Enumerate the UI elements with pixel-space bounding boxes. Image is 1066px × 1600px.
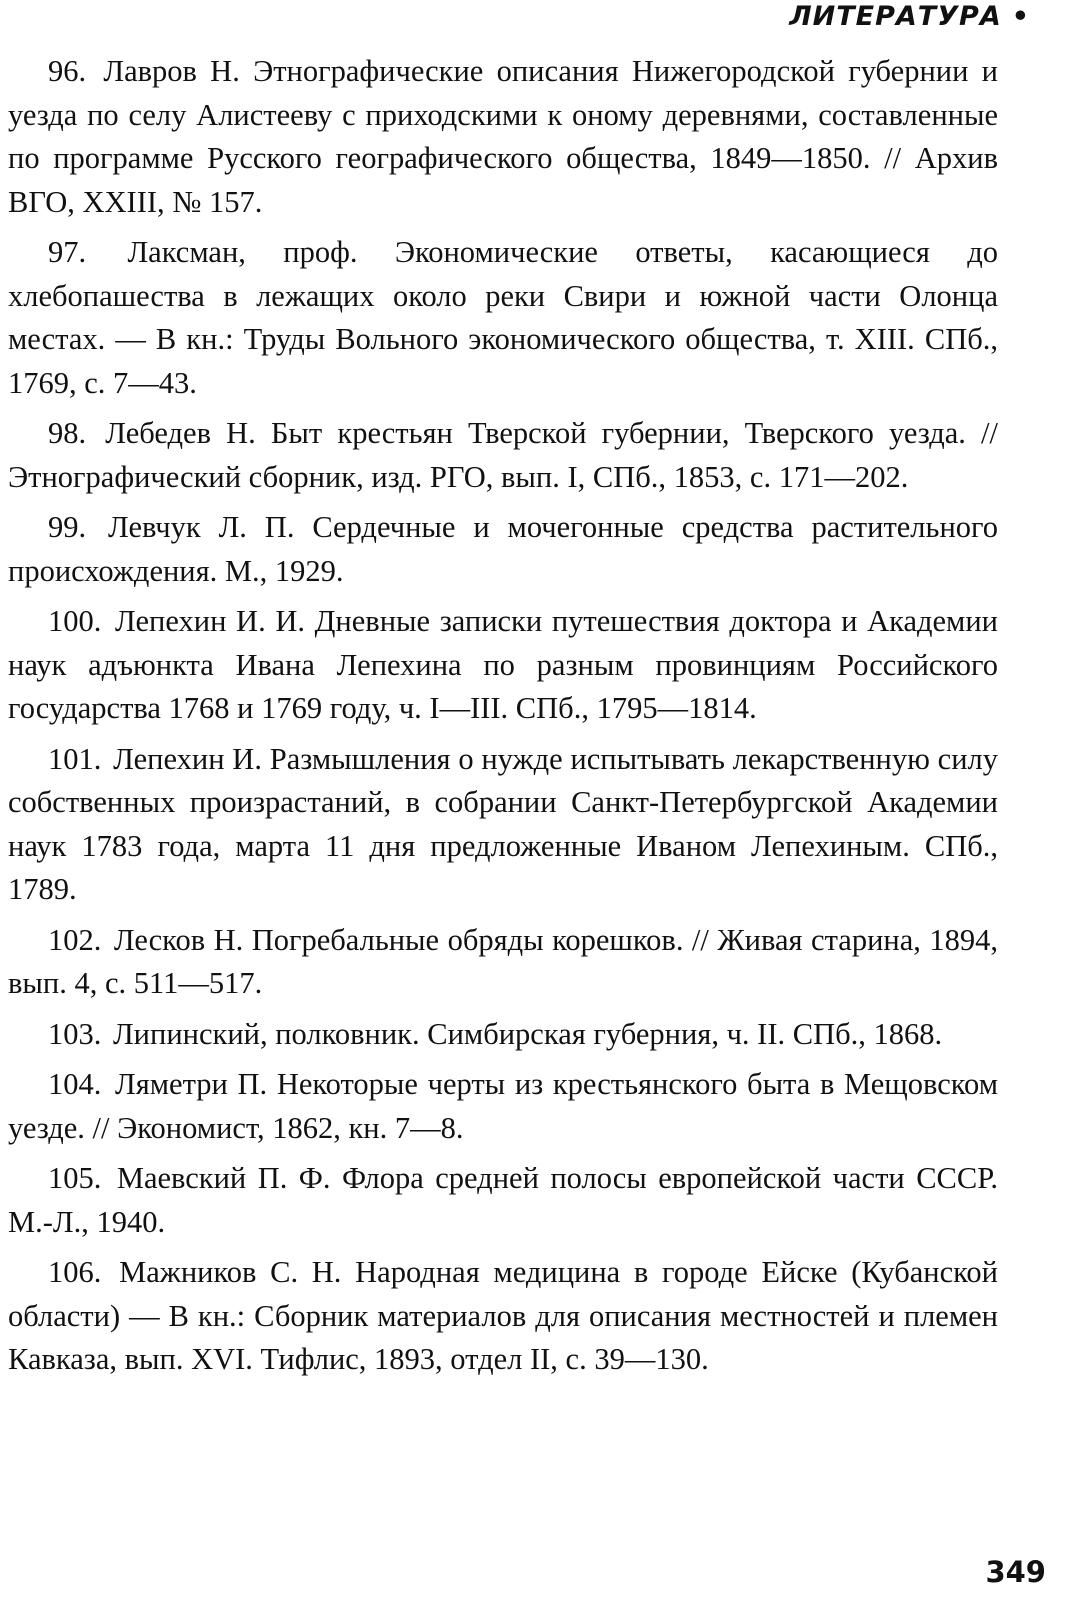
- entry-number: 97.: [48, 235, 87, 269]
- entry-number: 105.: [48, 1161, 102, 1195]
- entry-number: 100.: [48, 604, 102, 638]
- entry-text: Лебедев Н. Быт крестьян Тверской губернии, Тверского уезда. // Этнографический сборник, изд. РГО, вып. I, СПб., 1853, с. 171—202.: [8, 416, 998, 494]
- entry-text: Маевский П. Ф. Флора средней полосы европейской части СССР. М.-Л., 1940.: [8, 1161, 998, 1239]
- header-bullet: •: [1011, 1, 1030, 32]
- entry-number: 101.: [48, 741, 102, 776]
- running-title: ЛИТЕРАТУРА: [789, 1, 1002, 32]
- entry-text: Липинский, полковник. Симбирская губерния, ч. II. СПб., 1868.: [113, 1016, 943, 1051]
- entry-number: 102.: [48, 922, 102, 957]
- entry-text: Лавров Н. Этнографические описания Нижегородской губернии и уезда по селу Алистееву с приходскими к оному деревнями, составленные по программе Русского географического общества, 1849—1850. // Архив ВГО, XXIII, № 157.: [8, 54, 999, 219]
- entry-number: 103.: [48, 1016, 102, 1051]
- entry-text: Мажников С. Н. Народная медицина в городе Ейске (Кубанской области) — В кн.: Сборник материалов для описания местностей и племен Кавказа, вып. XVI. Тифлис, 1893, отдел II, с. 39—130.: [8, 1255, 999, 1376]
- entry-text: Лепехин И. Размышления о нужде испытывать лекарственную силу собственных произрастаний, в собрании Санкт-Петербургской Академии наук 1783 года, марта 11 дня предложенные Иваном Лепехиным. СПб., 1789.: [8, 741, 998, 906]
- entry-text: Ляметри П. Некоторые черты из крестьянского быта в Мещовском уезде. // Экономист, 1862, кн. 7—8.: [8, 1067, 998, 1145]
- bibliography-list: [8, 50, 998, 1389]
- bibliography-entry: [8, 1251, 998, 1382]
- entry-text: Лепехин И. И. Дневные записки путешествия доктора и Академии наук адъюнкта Ивана Лепехина по разным провинциям Российского государства 1768 и 1769 году, ч. I—III. СПб., 1795—1814.: [8, 604, 999, 725]
- bibliography-entry: [8, 1063, 998, 1150]
- bibliography-entry: [8, 412, 998, 499]
- bibliography-entry: [8, 738, 998, 912]
- bibliography-entry: [8, 50, 998, 224]
- entry-number: 98.: [48, 416, 87, 450]
- entry-number: 96.: [48, 54, 87, 88]
- bibliography-entry: [8, 231, 998, 405]
- page-number: 349: [985, 1555, 1046, 1589]
- bibliography-entry: [8, 506, 998, 593]
- entry-text: Лесков Н. Погребальные обряды корешков. // Живая старина, 1894, вып. 4, с. 511—517.: [8, 922, 998, 1000]
- entry-number: 99.: [48, 510, 87, 544]
- entry-text: Левчук Л. П. Сердечные и мочегонные средства растительного происхождения. М., 1929.: [8, 510, 999, 588]
- bibliography-entry: [8, 919, 998, 1006]
- entry-number: 106.: [48, 1255, 102, 1289]
- bibliography-entry: [8, 1013, 998, 1057]
- entry-number: 104.: [48, 1067, 102, 1101]
- running-header: [789, 0, 1030, 34]
- bibliography-entry: [8, 1157, 998, 1244]
- bibliography-entry: [8, 600, 998, 731]
- entry-text: Лаксман, проф. Экономические ответы, касающиеся до хлебопашества в лежащих около реки Свири и южной части Олонца местах. — В кн.: Труды Вольного экономического общества, т. XIII. СПб., 1769, с. 7—43.: [8, 235, 998, 400]
